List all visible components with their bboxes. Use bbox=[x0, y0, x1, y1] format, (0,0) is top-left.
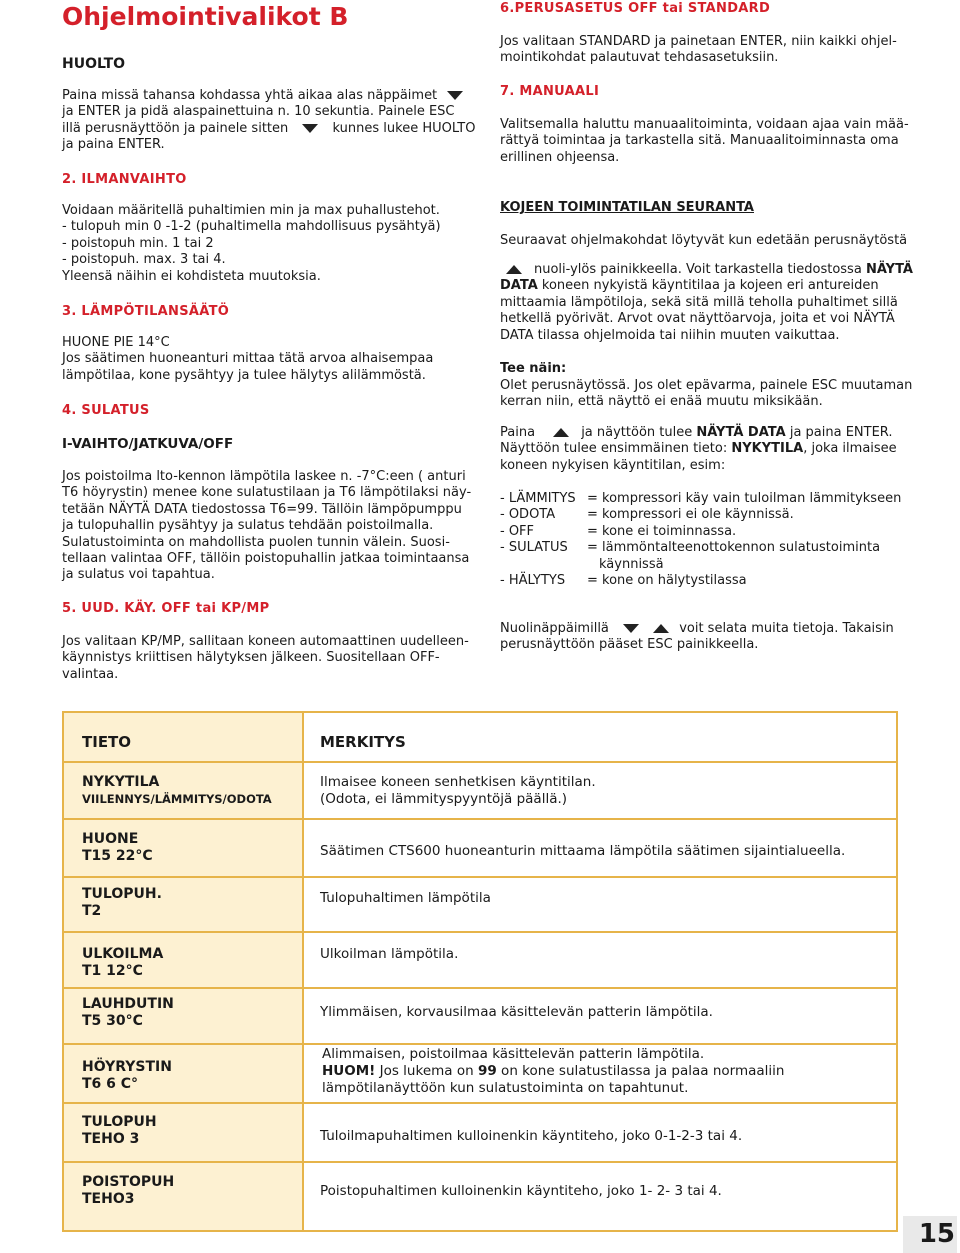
nuoli-line2: perusnäyttöön pääset ESC painikkeella. bbox=[500, 637, 759, 653]
state-name: - ODOTA bbox=[500, 507, 556, 522]
ilmanvaihto-line5: Yleensä näihin ei kohdisteta muutoksia. bbox=[62, 268, 321, 284]
tee-line5: koneen nykyisen käyntitilan, esim: bbox=[500, 457, 726, 473]
table-cell-tieto bbox=[82, 1114, 157, 1148]
state-name: - OFF bbox=[500, 524, 535, 539]
state-desc: = kone on hälytystilassa bbox=[587, 573, 747, 588]
lampotila-line1: HUONE PIE 14°C bbox=[62, 335, 170, 350]
table-row-value2d: on kone sulatustilassa ja palaa normaaliin bbox=[496, 1063, 785, 1079]
info-table bbox=[62, 711, 898, 1232]
tee-heading: Tee näin: bbox=[500, 361, 567, 376]
state-desc: = lämmöntalteenottokennon sulatustoiminta bbox=[587, 540, 881, 555]
seuranta-text bbox=[500, 262, 913, 344]
row-divider bbox=[64, 1043, 896, 1045]
seuranta-line3b: koneen nykyistä käyntitilaa ja kojeen eri antureiden bbox=[537, 278, 879, 294]
seuranta-line2b: NÄYTÄ bbox=[865, 262, 913, 277]
table-row-value3: lämpötilanäyttöön kun sulatustoiminta on tapahtunut. bbox=[322, 1080, 689, 1096]
perusasetus-heading: 6.PERUSASETUS OFF tai STANDARD bbox=[500, 1, 771, 16]
table-row-key2: T5 30°C bbox=[82, 1013, 143, 1029]
manuaali-heading: 7. MANUAALI bbox=[500, 84, 600, 99]
row-divider bbox=[64, 876, 896, 878]
huolto-line3b: kunnes lukee HUOLTO bbox=[332, 120, 476, 136]
nuoli-text bbox=[500, 621, 894, 654]
state-desc: = kompressori ei ole käynnissä. bbox=[587, 507, 794, 522]
table-cell-merkitys: Ulkoilman lämpötila. bbox=[320, 946, 459, 962]
seuranta-line5: hetkellä pyörivät. Arvot ovat näyttöarvoja, joita et voi NÄYTÄ bbox=[500, 311, 895, 327]
table-cell-tieto bbox=[82, 831, 153, 865]
state-name: - HÄLYTYS bbox=[500, 573, 566, 588]
table-cell-tieto bbox=[82, 1059, 172, 1093]
tee-line2: kerran niin, että näyttö ei enää muutu miksikään. bbox=[500, 394, 823, 410]
state-desc: = kompressori käy vain tuloilman lämmitykseen bbox=[587, 491, 902, 506]
perusasetus-line2: mointikohdat palautuvat tehdasasetuksiin. bbox=[500, 50, 779, 66]
seuranta-line6: DATA tilassa ohjelmoida tai niihin muuten vaikuttaa. bbox=[500, 327, 840, 343]
seuranta-line3a: DATA bbox=[500, 278, 538, 294]
huolto-heading: HUOLTO bbox=[62, 56, 126, 72]
sulatus-line7: ja sulatus voi tapahtua. bbox=[62, 567, 215, 583]
table-row-key1: ULKOILMA bbox=[82, 946, 164, 962]
table-header-merkitys: MERKITYS bbox=[320, 733, 406, 751]
sulatus-line3: tetään NÄYTÄ DATA tiedostossa T6=99. Tällöin lämpöpumppu bbox=[62, 501, 462, 517]
tee-line3d: ja paina ENTER. bbox=[789, 425, 893, 440]
page-number: 15 bbox=[903, 1216, 957, 1253]
row-divider bbox=[64, 1161, 896, 1163]
up-arrow-icon bbox=[506, 265, 522, 274]
perusasetus-line1: Jos valitaan STANDARD ja painetaan ENTER, niin kaikki ohjel- bbox=[500, 34, 897, 49]
ilmanvaihto-text bbox=[62, 203, 441, 285]
table-row-key1: HÖYRYSTIN bbox=[82, 1059, 172, 1075]
ilmanvaihto-line2: - tulopuh min 0 -1-2 (puhaltimella mahdollisuus pysähtyä) bbox=[62, 219, 441, 235]
table-row-value2: (Odota, ei lämmityspyyntöjä päällä.) bbox=[320, 791, 568, 807]
table-row-huom: HUOM! bbox=[322, 1063, 376, 1079]
table-row-key1: POISTOPUH bbox=[82, 1174, 175, 1190]
sulatus-line2: T6 höyrystin) menee kone sulatustilaan ja T6 lämpötilaksi näy- bbox=[62, 485, 472, 501]
table-row-key1: HUONE bbox=[82, 831, 139, 847]
table-row-key1: TULOPUH bbox=[82, 1114, 157, 1130]
table-row-key1: LAUHDUTIN bbox=[82, 996, 174, 1012]
tee-line3c: NÄYTÄ DATA bbox=[696, 425, 786, 440]
tee-line3b: ja näyttöön tulee bbox=[581, 425, 693, 440]
row-divider bbox=[64, 1102, 896, 1104]
ilmanvaihto-line1: Voidaan määritellä puhaltimien min ja max puhallustehot. bbox=[62, 203, 440, 218]
state-name: - LÄMMITYS bbox=[500, 491, 576, 506]
table-cell-merkitys bbox=[320, 774, 596, 808]
table-row-value1: Alimmaisen, poistoilmaa käsittelevän patterin lämpötila. bbox=[322, 1046, 705, 1062]
table-cell-merkitys: Ylimmäisen, korvausilmaa käsittelevän patterin lämpötila. bbox=[320, 1004, 713, 1020]
manuaali-text bbox=[500, 117, 909, 166]
seuranta-heading: KOJEEN TOIMINTATILAN SEURANTA bbox=[500, 200, 754, 215]
table-row-key2: TEHO 3 bbox=[82, 1131, 140, 1147]
state-desc: käynnissä bbox=[599, 557, 664, 572]
sulatus-line5: Sulatustoiminta on mahdollista puolen tunnin välein. Suosi- bbox=[62, 534, 450, 550]
manuaali-line2: rättyä toimintaa ja tarkastella sitä. Manuaalitoiminnasta oma bbox=[500, 133, 899, 149]
table-cell-tieto bbox=[82, 886, 162, 920]
nuoli-line1b: voit selata muita tietoja. Takaisin bbox=[679, 621, 894, 636]
sulatus-line6: tellaan valintaa OFF, tällöin poistopuhallin jatkaa toimintaansa bbox=[62, 551, 470, 567]
tee-text1 bbox=[500, 378, 912, 411]
up-arrow-icon bbox=[553, 428, 569, 437]
manuaali-line1: Valitsemalla haluttu manuaalitoiminta, voidaan ajaa vain mää- bbox=[500, 117, 909, 132]
row-divider bbox=[64, 818, 896, 820]
ilmanvaihto-line3: - poistopuh min. 1 tai 2 bbox=[62, 235, 214, 251]
up-arrow-icon bbox=[653, 624, 669, 633]
seuranta-line2a: nuoli-ylös painikkeella. Voit tarkastella tiedostossa bbox=[534, 262, 862, 277]
uud-heading: 5. UUD. KÄY. OFF tai KP/MP bbox=[62, 601, 270, 616]
ilmanvaihto-heading: 2. ILMANVAIHTO bbox=[62, 172, 187, 187]
huolto-line1: Paina missä tahansa kohdassa yhtä aikaa alas näppäimet bbox=[62, 88, 438, 103]
table-cell-tieto bbox=[82, 1174, 174, 1208]
uud-line3: valintaa. bbox=[62, 666, 119, 682]
table-header-tieto: TIETO bbox=[82, 733, 132, 751]
perusasetus-text bbox=[500, 34, 897, 67]
table-cell-tieto bbox=[82, 996, 174, 1030]
manuaali-line3: erillinen ohjeensa. bbox=[500, 149, 620, 165]
table-row-value2b: Jos lukema on bbox=[375, 1063, 478, 1079]
sulatus-text bbox=[62, 469, 471, 584]
seuranta-line1: Seuraavat ohjelmakohdat löytyvät kun edetään perusnäytöstä bbox=[500, 233, 908, 248]
table-row-value1: Ilmaisee koneen senhetkisen käyntitilan. bbox=[320, 774, 596, 790]
tee-line3a: Paina bbox=[500, 425, 536, 440]
huolto-line2: ja ENTER ja pidä alaspainettuina n. 10 sekuntia. Painele ESC bbox=[62, 104, 455, 120]
uud-text bbox=[62, 634, 469, 683]
table-cell-tieto bbox=[82, 946, 163, 980]
tee-line4c: , joka ilmaisee bbox=[803, 441, 897, 457]
ilmanvaihto-line4: - poistopuh. max. 3 tai 4. bbox=[62, 252, 226, 268]
table-row-key2: T2 bbox=[82, 903, 102, 919]
row-divider bbox=[64, 761, 896, 763]
down-arrow-icon bbox=[623, 624, 639, 633]
row-divider bbox=[64, 987, 896, 989]
table-cell-merkitys: Poistopuhaltimen kulloinenkin käyntiteho, joko 1- 2- 3 tai 4. bbox=[320, 1183, 722, 1199]
row-divider bbox=[64, 931, 896, 933]
state-desc: = kone ei toiminnassa. bbox=[587, 524, 737, 539]
lampotila-line2: Jos säätimen huoneanturi mittaa tätä arvoa alhaisempaa bbox=[62, 351, 434, 367]
table-cell-merkitys bbox=[322, 1046, 784, 1097]
lampotila-line3: lämpötilaa, kone pysähtyy ja tulee hälytys alilämmöstä. bbox=[62, 367, 426, 383]
table-cell-tieto bbox=[82, 774, 272, 808]
table-row-key2: TEHO3 bbox=[82, 1191, 135, 1207]
table-row-value2c: 99 bbox=[477, 1063, 497, 1079]
lampotila-text bbox=[62, 335, 433, 384]
tee-text2 bbox=[500, 425, 897, 474]
seuranta-line4: mittaamia lämpötiloja, sekä sitä millä teholla puhaltimet sillä bbox=[500, 294, 898, 310]
table-row-key2: VIILENNYS/LÄMMITYS/ODOTA bbox=[82, 792, 272, 806]
sulatus-line1: Jos poistoilma lto-kennon lämpötila laskee n. -7°C:een ( anturi bbox=[62, 469, 466, 484]
table-row-key2: T6 6 C° bbox=[82, 1076, 139, 1092]
down-arrow-icon bbox=[302, 124, 318, 133]
state-name: - SULATUS bbox=[500, 540, 568, 555]
huolto-line4: ja paina ENTER. bbox=[62, 137, 165, 153]
table-cell-merkitys: Tuloilmapuhaltimen kulloinenkin käyntiteho, joko 0-1-2-3 tai 4. bbox=[320, 1128, 743, 1144]
tee-line4b: NYKYTILA bbox=[731, 441, 804, 457]
table-row-key1: TULOPUH. bbox=[82, 886, 162, 902]
huolto-text bbox=[62, 88, 475, 154]
huolto-line3a: illä perusnäyttöön ja painele sitten bbox=[62, 120, 289, 136]
sulatus-heading: 4. SULATUS bbox=[62, 403, 150, 418]
uud-line2: käynnistys kriittisen hälytyksen jälkeen. Suositellaan OFF- bbox=[62, 650, 440, 666]
page-title: Ohjelmointivalikot B bbox=[62, 2, 349, 31]
table-cell-merkitys: Säätimen CTS600 huoneanturin mittaama lämpötila säätimen sijaintialueella. bbox=[320, 843, 846, 859]
down-arrow-icon bbox=[447, 91, 463, 100]
uud-line1: Jos valitaan KP/MP, sallitaan koneen automaattinen uudelleen- bbox=[62, 634, 469, 649]
table-cell-merkitys: Tulopuhaltimen lämpötila bbox=[320, 890, 491, 906]
tee-line4a: Näyttöön tulee ensimmäinen tieto: bbox=[500, 441, 728, 457]
tee-line1: Olet perusnäytössä. Jos olet epävarma, painele ESC muutaman bbox=[500, 378, 913, 393]
column-divider bbox=[302, 713, 304, 1230]
nuoli-line1a: Nuolinäppäimillä bbox=[500, 621, 609, 636]
sulatus-subheading: I-VAIHTO/JATKUVA/OFF bbox=[62, 436, 234, 452]
table-row-key2: T15 22°C bbox=[82, 848, 153, 864]
sulatus-line4: ja tulopuhallin pysähtyy ja sulatus tehdään poistoilmalla. bbox=[62, 518, 434, 534]
lampotila-heading: 3. LÄMPÖTILANSÄÄTÖ bbox=[62, 304, 230, 319]
table-row-key1: NYKYTILA bbox=[82, 774, 160, 790]
table-row-key2: T1 12°C bbox=[82, 963, 143, 979]
